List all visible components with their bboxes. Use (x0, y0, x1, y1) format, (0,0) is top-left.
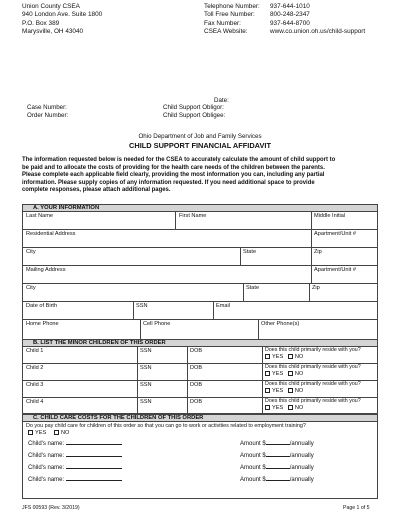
mailing-state-field[interactable]: State (246, 285, 260, 291)
child-4-reside-question: Does this child primarily reside with you? (265, 398, 361, 404)
child-name-input[interactable] (66, 439, 122, 445)
obligor-label: Child Support Obligor: (163, 104, 224, 111)
child-care-row: Child's name: (28, 463, 122, 471)
child-2-no-checkbox[interactable] (288, 371, 293, 376)
child-4-ssn[interactable]: SSN (140, 399, 152, 405)
child-1-label: Child 1 (26, 348, 44, 354)
child-care-question: Do you pay child care for children of this order so that you can go to work or activities related to employment training? (26, 423, 306, 429)
toll-free-label: Toll Free Number: (204, 11, 255, 19)
zip-field[interactable]: Zip (314, 249, 322, 255)
amount-input[interactable] (266, 451, 290, 457)
fax-value: 937-644-8700 (270, 19, 310, 27)
middle-initial-field[interactable]: Middle Initial (314, 213, 346, 219)
child-2-reside-question: Does this child primarily reside with you? (265, 364, 361, 370)
child-4-dob[interactable]: DOB (190, 399, 203, 405)
contact-values (270, 3, 365, 36)
child-2-reside-options: YES NO (265, 371, 303, 377)
ssn-field[interactable]: SSN (136, 303, 148, 309)
section-c-header: C. CHILD CARE COSTS FOR THE CHILDREN OF THIS ORDER (22, 414, 378, 422)
amount-input[interactable] (266, 463, 290, 469)
child-1-dob[interactable]: DOB (190, 348, 203, 354)
child-1-ssn[interactable]: SSN (140, 348, 152, 354)
child-3-label: Child 3 (26, 382, 44, 388)
agency-name: Union County CSEA (22, 3, 80, 10)
toll-free-value: 800-248-2347 (270, 11, 310, 19)
page-number: Page 1 of 5 (343, 505, 370, 511)
child-care-no-checkbox[interactable] (54, 430, 59, 435)
child-1-reside-question: Does this child primarily reside with you? (265, 347, 361, 353)
cell-phone-field[interactable]: Cell Phone (143, 321, 171, 327)
child-name-input[interactable] (66, 463, 122, 469)
child-4-no-checkbox[interactable] (288, 405, 293, 410)
agency-address-block (22, 3, 102, 36)
order-number-label: Order Number: (27, 112, 69, 119)
mailing-city-field[interactable]: City (26, 285, 36, 291)
child-name-input[interactable] (66, 451, 122, 457)
first-name-field[interactable]: First Name (179, 213, 207, 219)
date-label: Date: (214, 97, 229, 104)
child-care-row: Child's name: (28, 439, 122, 447)
apartment-unit-field[interactable]: Apartment/Unit # (314, 231, 356, 237)
child-1-yes-checkbox[interactable] (265, 354, 270, 359)
child-3-reside-question: Does this child primarily reside with you? (265, 381, 361, 387)
agency-city: Marysville, OH 43040 (22, 27, 84, 35)
mailing-zip-field[interactable]: Zip (312, 285, 320, 291)
obligee-label: Child Support Obligee: (163, 112, 226, 119)
contact-labels (204, 3, 260, 36)
form-title: CHILD SUPPORT FINANCIAL AFFIDAVIT (129, 141, 271, 150)
telephone-label: Telephone Number: (204, 3, 260, 10)
child-4-yes-checkbox[interactable] (265, 405, 270, 410)
child-1-no-checkbox[interactable] (288, 354, 293, 359)
mailing-apartment-unit-field[interactable]: Apartment/Unit # (314, 267, 356, 273)
agency-street: 940 London Ave. Suite 1800 (22, 11, 103, 19)
child-name-input[interactable] (66, 475, 122, 481)
website-label: CSEA Website: (204, 27, 248, 35)
child-care-row: Child's name: (28, 475, 122, 483)
other-phones-field[interactable]: Other Phone(s) (261, 321, 300, 327)
child-1-reside-options: YES NO (265, 354, 303, 360)
residential-address-field[interactable]: Residential Address (26, 231, 76, 237)
section-c-table (22, 421, 378, 499)
amount-row: Amount $ /annually (240, 441, 314, 447)
amount-row: Amount $ /annually (240, 453, 314, 459)
child-3-dob[interactable]: DOB (190, 382, 203, 388)
child-4-label: Child 4 (26, 399, 44, 405)
state-field[interactable]: State (243, 249, 257, 255)
section-a-header: A. YOUR INFORMATION (22, 204, 378, 212)
child-4-reside-options: YES NO (265, 405, 303, 411)
fax-label: Fax Number: (204, 19, 241, 27)
amount-input[interactable] (266, 475, 290, 481)
mailing-address-field[interactable]: Mailing Address (26, 267, 66, 273)
telephone-value: 937-644-1010 (270, 3, 310, 10)
child-care-yes-checkbox[interactable] (28, 430, 33, 435)
city-field[interactable]: City (26, 249, 36, 255)
child-3-yes-checkbox[interactable] (265, 388, 270, 393)
date-of-birth-field[interactable]: Date of Birth (26, 303, 58, 309)
child-care-row: Child's name: (28, 451, 122, 459)
child-3-ssn[interactable]: SSN (140, 382, 152, 388)
child-3-reside-options: YES NO (265, 388, 303, 394)
form-number: JFS 00593 (Rev. 3/2019) (22, 505, 80, 511)
amount-row: Amount $ /annually (240, 465, 314, 471)
child-2-label: Child 2 (26, 365, 44, 371)
amount-row: Amount $ /annually (240, 477, 314, 483)
home-phone-field[interactable]: Home Phone (26, 321, 59, 327)
child-2-dob[interactable]: DOB (190, 365, 203, 371)
child-3-no-checkbox[interactable] (288, 388, 293, 393)
agency-po-box: P.O. Box 389 (22, 19, 60, 27)
website-link[interactable]: www.co.union.oh.us/child-support (270, 27, 366, 35)
last-name-field[interactable]: Last Name (26, 213, 54, 219)
child-2-ssn[interactable]: SSN (140, 365, 152, 371)
amount-input[interactable] (266, 439, 290, 445)
section-b-header: B. LIST THE MINOR CHILDREN OF THIS ORDER (22, 339, 378, 347)
child-2-yes-checkbox[interactable] (265, 371, 270, 376)
child-care-options: YES NO (28, 430, 69, 436)
case-number-label: Case Number: (27, 104, 67, 111)
intro-paragraph: The information requested below is needed for the CSEA to accurately calculate the amount of child support to be paid and to allocate the costs of providing for the health care needs of the children between the parents. Please complete each applicable field clearly, providing the most information you can, including any partial information. Please supply copies of any information requested. If you need additional space to provide complete responses, please attach additional pages. (22, 157, 336, 193)
email-field[interactable]: Email (216, 303, 230, 309)
agency-title: Ohio Department of Job and Family Services (138, 133, 262, 140)
